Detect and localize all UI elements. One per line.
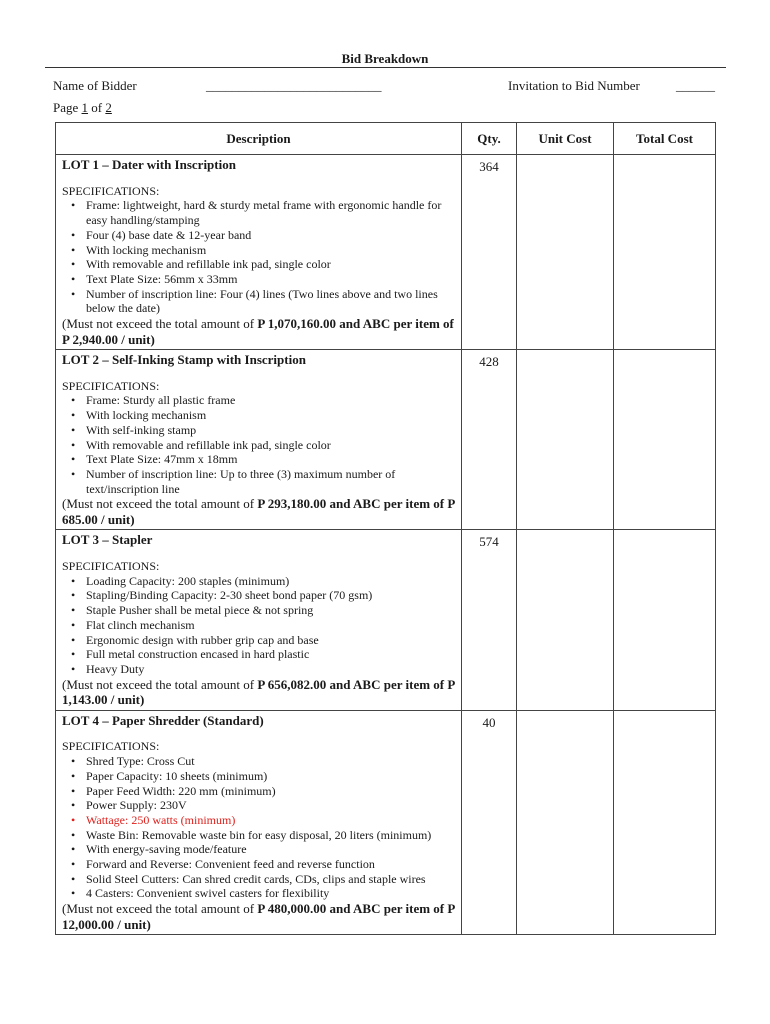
amount-note [62, 677, 455, 708]
spec-item: • 4 Casters: Convenient swivel casters for flexibility [86, 886, 455, 901]
spec-item: • Paper Capacity: 10 sheets (minimum) [86, 769, 455, 784]
specifications-list [62, 574, 455, 677]
note-amounts: P 480,000.00 and ABC per item of P 12,000.00 / unit) [62, 901, 455, 932]
bidder-row [53, 78, 723, 96]
note-amounts: P 293,180.00 and ABC per item of P 685.00 / unit) [62, 496, 455, 527]
document-title: Bid Breakdown [341, 51, 429, 66]
name-of-bidder-field[interactable]: ___________________________ [206, 78, 382, 93]
specifications-list [62, 198, 455, 316]
spec-item: • Loading Capacity: 200 staples (minimum) [86, 574, 455, 589]
spec-item: • Waste Bin: Removable waste bin for easy disposal, 20 liters (minimum) [86, 828, 455, 843]
spec-item: • Solid Steel Cutters: Can shred credit cards, CDs, clips and staple wires [86, 872, 455, 887]
header-unit-cost: Unit Cost [517, 123, 614, 155]
lot-qty: 574 [462, 530, 517, 710]
name-of-bidder-label: Name of Bidder [53, 78, 137, 93]
lot-unit-cost-cell[interactable] [517, 155, 614, 350]
note-prefix: (Must not exceed the total amount of [62, 496, 258, 512]
header-qty: Qty. [462, 123, 517, 155]
specifications-heading: SPECIFICATIONS: [62, 183, 160, 198]
spec-item: • Power Supply: 230V [86, 798, 455, 813]
amount-note [62, 901, 455, 932]
table-header-row [56, 123, 716, 155]
spec-item: • Ergonomic design with rubber grip cap and base [86, 633, 455, 648]
spec-item: • Frame: lightweight, hard & sturdy metal frame with ergonomic handle for easy handling/stamping [86, 198, 455, 227]
spec-item: • With locking mechanism [86, 243, 455, 258]
lot-description [56, 350, 462, 530]
itb-number-field[interactable]: ______ [676, 78, 715, 93]
spec-item: • Flat clinch mechanism [86, 618, 455, 633]
lot-title: LOT 3 – Stapler [62, 532, 153, 548]
amount-note [62, 316, 455, 347]
page-indicator [53, 100, 112, 116]
spec-item: • With energy-saving mode/feature [86, 842, 455, 857]
specifications-list [62, 393, 455, 496]
page-current: 1 [81, 100, 89, 115]
lot-unit-cost-cell[interactable] [517, 530, 614, 710]
table-row [56, 155, 716, 350]
lot-total-cost-cell[interactable] [614, 530, 716, 710]
spec-item: • Stapling/Binding Capacity: 2-30 sheet bond paper (70 gsm) [86, 588, 455, 603]
spec-item: • Four (4) base date & 12-year band [86, 228, 455, 243]
lot-title: LOT 2 – Self-Inking Stamp with Inscription [62, 352, 306, 368]
lot-qty: 428 [462, 350, 517, 530]
spec-item: • Wattage: 250 watts (minimum) [86, 813, 455, 828]
table-row [56, 710, 716, 934]
lot-description [56, 530, 462, 710]
spec-item: • With removable and refillable ink pad, single color [86, 257, 455, 272]
itb-number-label: Invitation to Bid Number [508, 78, 640, 93]
page-of: of [91, 100, 103, 115]
page-prefix: Page [53, 100, 79, 115]
lot-description [56, 155, 462, 350]
specifications-heading: SPECIFICATIONS: [62, 739, 160, 754]
table-row [56, 530, 716, 710]
specifications-list [62, 754, 455, 901]
amount-note [62, 496, 455, 527]
note-prefix: (Must not exceed the total amount of [62, 676, 258, 692]
note-amounts: P 1,070,160.00 and ABC per item of P 2,940.00 / unit) [62, 316, 454, 347]
spec-item: • Heavy Duty [86, 662, 455, 677]
page-total: 2 [105, 100, 112, 115]
header-total-cost: Total Cost [614, 123, 716, 155]
spec-item: • With locking mechanism [86, 408, 455, 423]
spec-item: • Frame: Sturdy all plastic frame [86, 393, 455, 408]
lot-total-cost-cell[interactable] [614, 155, 716, 350]
bid-breakdown-table [55, 122, 716, 935]
spec-item: • Full metal construction encased in hard plastic [86, 647, 455, 662]
spec-item: • Paper Feed Width: 220 mm (minimum) [86, 784, 455, 799]
note-prefix: (Must not exceed the total amount of [62, 901, 258, 917]
note-prefix: (Must not exceed the total amount of [62, 316, 258, 332]
specifications-heading: SPECIFICATIONS: [62, 559, 160, 574]
lot-title: LOT 4 – Paper Shredder (Standard) [62, 712, 264, 728]
lot-unit-cost-cell[interactable] [517, 710, 614, 934]
lot-title: LOT 1 – Dater with Inscription [62, 157, 236, 172]
specifications-heading: SPECIFICATIONS: [62, 378, 160, 393]
spec-item: • With self-inking stamp [86, 423, 455, 438]
spec-item: • Text Plate Size: 47mm x 18mm [86, 452, 455, 467]
lot-qty: 364 [462, 155, 517, 350]
spec-item: • Forward and Reverse: Convenient feed and reverse function [86, 857, 455, 872]
spec-item: • Number of inscription line: Four (4) lines (Two lines above and two lines below the date) [86, 287, 455, 316]
spec-item: • Text Plate Size: 56mm x 33mm [86, 272, 455, 287]
lot-description [56, 710, 462, 934]
spec-item: • With removable and refillable ink pad, single color [86, 438, 455, 453]
table-row [56, 350, 716, 530]
header-description: Description [56, 123, 462, 155]
spec-item: • Staple Pusher shall be metal piece & not spring [86, 603, 455, 618]
lot-qty: 40 [462, 710, 517, 934]
spec-item: • Number of inscription line: Up to three (3) maximum number of text/inscription line [86, 467, 455, 496]
title-divider [45, 67, 726, 68]
lot-unit-cost-cell[interactable] [517, 350, 614, 530]
spec-item: • Shred Type: Cross Cut [86, 754, 455, 769]
note-amounts: P 656,082.00 and ABC per item of P 1,143.00 / unit) [62, 676, 455, 708]
lot-total-cost-cell[interactable] [614, 710, 716, 934]
lot-total-cost-cell[interactable] [614, 350, 716, 530]
